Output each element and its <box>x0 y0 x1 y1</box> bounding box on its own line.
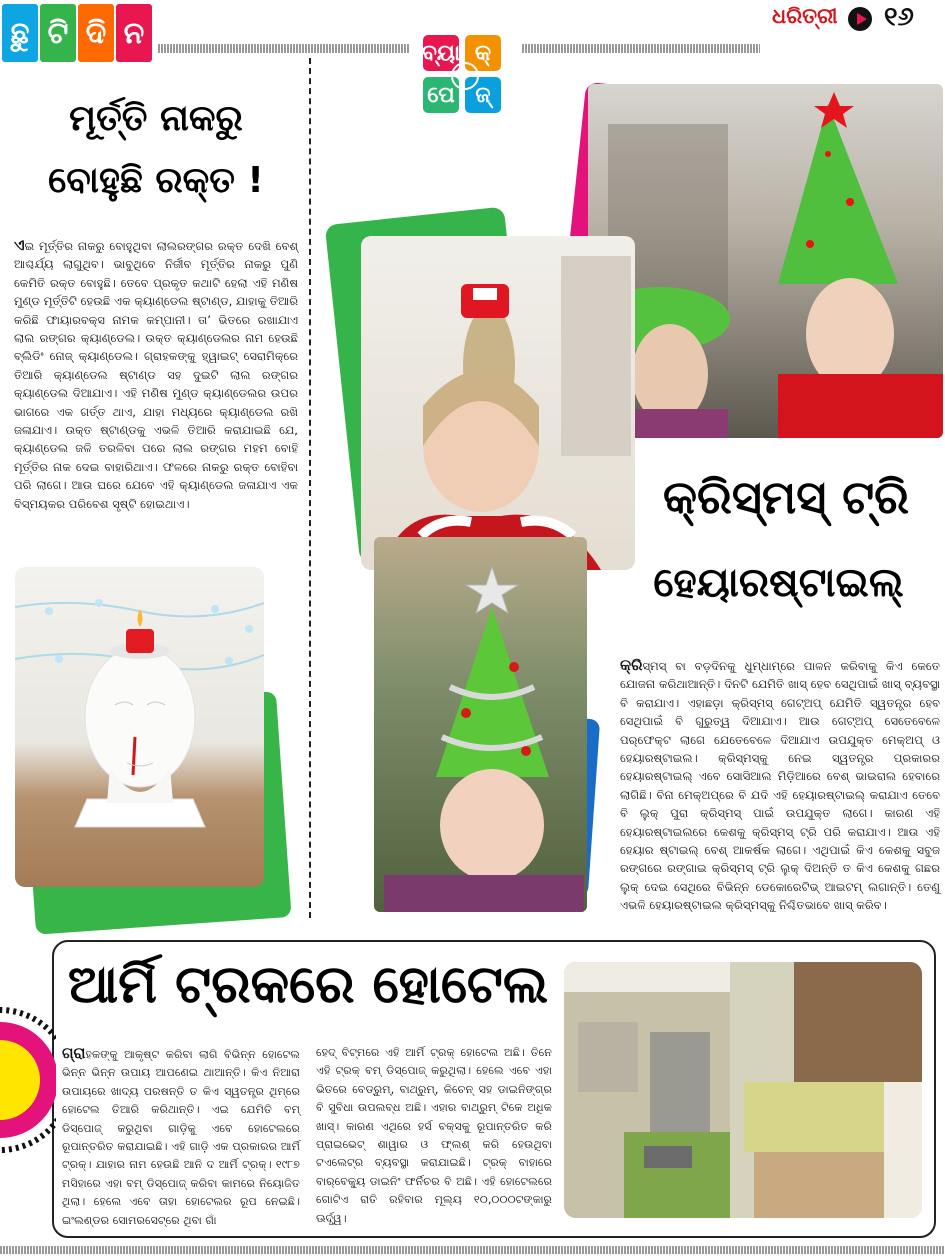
section-logo-letter-3: ଦି <box>78 4 114 62</box>
footer-rule <box>0 1246 945 1254</box>
story3-body-col2 <box>316 1044 552 1228</box>
play-icon <box>848 7 872 31</box>
story3-headline: ଆର୍ମି ଟ୍ରକରେ ହୋଟେଲ <box>67 955 549 1015</box>
masthead-rule-right <box>522 44 760 53</box>
girl-tree-illustration <box>374 537 587 912</box>
badge-letter-1: ବ୍ୟା <box>423 35 459 71</box>
girls-tree-illustration <box>588 84 943 438</box>
page-number: ୧୬ <box>884 2 914 32</box>
badge-letter-2: କ୍ <box>465 35 501 71</box>
badge-ring <box>451 62 479 90</box>
story1-headline-line1: ମୂର୍ତ୍ତି ନାକରୁ <box>69 98 243 139</box>
story1-body-text: ଇ ମୂର୍ତ୍ତିର ନାକରୁ ବୋହୁଥିବା ଲାଲରଙ୍ଗର ରକ୍ତ ଦେଖି ବେଶ୍ ଆଶ୍ଚର୍ଯ୍ୟ ଲାଗୁଥିବ। ଭାବୁଥିବେ ନିର୍ଜୀବ ମୂର୍ତ୍ତିର ନାକରୁ ପୁଣି କେମିତି ରକ୍ତ ବୋହୁଛି। ତେବେ ପ୍ରକୃତ କଥାଟି ହେଲା ଏହି ମଣିଷ ମୁଣ୍ଡ ମୂର୍ତ୍ତିଟି ହେଉଛି ଏକ କ୍ୟାଣ୍ଡେଲ ଷ୍ଟାଣ୍ଡ, ଯାହାକୁ ତିଆରି କରିଛି ଫାୟାରବକ୍ସ ନାମକ କମ୍ପାନୀ। ତା’ ଭିତରେ ରଖାଯାଏ ଲାଲ ରଙ୍ଗର କ୍ୟାଣ୍ଡେଲ। ଉକ୍ତ କ୍ୟାଣ୍ଡେଲର ନାମ ହେଉଛି ବ୍ଲିଡିଂ ନୋଜ୍ କ୍ୟାଣ୍ଡେଲ। ଗ୍ରାହକଙ୍କୁ ହ୍ୱାଇଟ୍ ସେରାମିକ୍‌ରେ ତିଆରି କ୍ୟାଣ୍ଡେଲ ଷ୍ଟାଣ୍ଡ ସହ ଦୁଇଟି ଲାଲ ରଙ୍ଗର କ୍ୟାଣ୍ଡେଲ ଦିଆଯାଏ। ଏହି ମଣିଷ ମୁଣ୍ଡ କ୍ୟାଣ୍ଡେଲର ଉପର ଭାଗରେ ଏକ ଗର୍ତ୍ତ ଥାଏ, ଯାହା ମଧ୍ୟରେ କ୍ୟାଣ୍ଡେଲ ରଖି ଜଳାଯାଏ। ଉକ୍ତ ଷ୍ଟାଣ୍ଡକୁ ଏଭଳି ତିଆରି କରାଯାଇଛି ଯେ, କ୍ୟାଣ୍ଡେଲ ଜଳି ତରଳିବା ପରେ ଲାଲ ରଙ୍ଗର ମହମ ବୋହି ମୂର୍ତ୍ତିର ନାକ ଦେଇ ବାହାରିଥାଏ। ଫଳରେ ନାକରୁ ରକ୍ତ ବୋହିବା ପରି ଲାଗେ। ଆଉ ଘରେ ଯେବେ ଏହି କ୍ୟାଣ୍ଡେଲ ଜଳାଯାଏ ଏକ ବିସ୍ମୟକର ପରିବେଶ ସୃଷ୍ଟି ହୋଇଥାଏ। <box>14 239 298 511</box>
story1-drop-cap: ଏ <box>14 236 25 254</box>
play-icon-glyph <box>848 7 872 31</box>
woman-grinch-illustration <box>361 236 635 570</box>
story3-drop-cap: ଗ୍ରା <box>62 1044 86 1062</box>
section-logo-letter-1: ଛୁ <box>2 4 38 62</box>
sunburst-graphic <box>0 1000 56 1160</box>
story3-body-col1 <box>62 1044 300 1230</box>
story2-headline-line2: ହେୟାରଷ୍ଟାଇଲ୍ <box>653 560 904 606</box>
photo-truck-interior <box>564 962 922 1218</box>
story1-body <box>14 236 298 513</box>
truck-interior-illustration <box>564 962 922 1218</box>
badge-letter-4: ଜ୍ <box>465 77 501 113</box>
section-logo-letter-2: ଟି <box>40 4 76 62</box>
photo-girls-tree-hair <box>588 84 943 438</box>
story2-headline-line1: କ୍ରିସ୍‌ମସ୍ ଟ୍ରି <box>662 470 909 524</box>
photo-woman-grinch-hair <box>361 236 635 570</box>
badge-letter-3: ପେ <box>423 77 459 113</box>
masthead-rule-left <box>158 44 410 53</box>
story2-drop-cap: କ୍ରି <box>620 656 643 674</box>
column-divider <box>309 58 311 918</box>
candle-bust-illustration <box>15 567 264 887</box>
sunburst-decoration <box>0 1000 56 1160</box>
story1-headline-line2: ବୋହୁଛି ରକ୍ତ ! <box>48 160 264 201</box>
candle-photo <box>15 567 264 887</box>
story2-body <box>620 656 940 915</box>
photo-girl-tree-hair <box>374 537 587 912</box>
paper-name: ଧରିତ୍ରୀ <box>772 4 838 28</box>
story3-col2-text: ହେଦ୍ ବିଟ୍‌ମରେ ଏହି ଆର୍ମି ଟ୍ରକ୍ ହୋଟେଲ ଅଛି। ତିନେ ଏହି ଟ୍ରକ୍ ବମ୍ ଡିସ୍ପୋଜ୍ କରୁଥିଲା। ହେଲେ ଏବେ ଏହା ଭିତରେ ବେଡ୍‌ରୁମ୍, ବାଥ୍‌ରୁମ୍, କିଚେନ୍ ସହ ଡାଇନିଙ୍ଗ୍‌ର ବି ସୁବିଧା ଉପଲବ୍ଧ ଅଛି। ଏହାର ବାଥ୍‌ରୁମ୍ ଟିକେ ଅଧିକ ଖାସ୍। କାରଣ ଏଥିରେ ହର୍ସ ବକ୍ସକୁ ରୂପାନ୍ତରିତ କରି ପ୍ରାଇଭେଟ୍ ଶାୱାର ଓ ଫ୍ଲଶ୍ କରି ହେଉଥିବା ଟଏଲେଟ୍‌ର ବ୍ୟବସ୍ଥା କରାଯାଇଛି। ଟ୍ରକ୍ ବାହାରେ ବାର୍‌ବେକ୍ୟୁ ଡାଇନିଂ ଫର୍ନିଚର ବି ଅଛି। ଏହି ହୋଟେଲରେ ଗୋଟିଏ ରାତି ରହିବାର ମୂଲ୍ୟ ୧୦,୦୦୦ଟଙ୍କାରୁ ଊର୍ଦ୍ଧ୍ୱ। <box>316 1046 552 1225</box>
story2-body-text: ସ୍‌ମସ୍ ବା ବଡ଼ଦିନକୁ ଧୁମ୍‌ଧାମ୍‌ରେ ପାଳନ କରିବାକୁ କିଏ କେତେ ଯୋଜନା କରିଥାଆନ୍ତି। ଦିନଟି ଯେମିତି ଖାସ୍ ହେବ ସେଥିପାଇଁ ଖାସ୍ ବ୍ୟବସ୍ଥା ବି କରାଯାଏ। ଏହାଛଡ଼ା କ୍ରିସ୍‌ମସ୍ ଗେଟ୍‌ଅପ୍ ଯେମିତି ସ୍ୱତନ୍ତ୍ର ହେବ ସେଥିପାଇଁ ବି ଗୁରୁତ୍ୱ ଦିଆଯାଏ। ଆଉ ଗେଟ୍‌ଅପ୍ ସେତେବେଳେ ପର୍‌ଫେକ୍ଟ ଲାଗେ ଯେତେବେଳେ ଦିଆଯାଏ ଉପଯୁକ୍ତ ମେକ୍‌ଅପ୍ ଓ ହେୟାରଷ୍ଟାଇଲ। କ୍ରିସ୍‌ମସ୍‌କୁ ନେଇ ସ୍ୱତନ୍ତ୍ର ପ୍ରକାରର ହେୟାରଷ୍ଟାଇଲ୍ ଏବେ ସୋସିଆଲ ମିଡ଼ିଆରେ ବେଶ୍ ଭାଇରାଲ ହେବାରେ ଲାଗିଛି। ବିନା ମେକ୍‌ଅପ୍‌ରେ ବି ଯଦି ଏହି ହେୟାରଷ୍ଟାଇଲ୍ କରାଯାଏ ତେବେ ବି ଲୁକ୍ ପୁରା କ୍ରିସ୍‌ମସ୍ ପାଇଁ ଉପଯୁକ୍ତ ଲାଗେ। କାରଣ ଏହି ହେୟାରଷ୍ଟାଇଲରେ କେଶକୁ କ୍ରିସ୍‌ମସ୍ ଟ୍ରି ପରି କରାଯାଏ। ଆଉ ଏହି ହେୟାର ଷ୍ଟାଇଲ୍ ବେଶ୍ ଆକର୍ଷକ ଲାଗେ। ଏଥିପାଇଁ କିଏ କେଶକୁ ସବୁଜ ରଙ୍ଗରେ ରଙ୍ଗାଇ କ୍ରିସ୍‌ମସ୍ ଟ୍ରି ଲୁକ୍ ଦିଅନ୍ତି ତ କିଏ କେଶକୁ ଗଛର ଲୁକ୍ ଦେଇ ସେଥିରେ ବିଭିନ୍ନ ଡେକୋରେଟିଭ୍ ଆଇଟମ୍ ଲଗାନ୍ତି। ତେଣୁ ଏଭଳି ହେୟାରଷ୍ଟାଇଲ କ୍ରିସ୍‌ମସ୍‌କୁ ନିଶ୍ଚିତଭାବେ ଖାସ୍ କରିବ। <box>620 659 940 913</box>
section-logo-letter-4: ନ <box>116 4 152 62</box>
story3-col1-text: ହକଙ୍କୁ ଆକୃଷ୍ଟ କରିବା ଲାଗି ବିଭିନ୍ନ ହୋଟେଲ ଭିନ୍ନ ଭିନ୍ନ ଉପାୟ ଆପଣେଇ ଥାଆନ୍ତି। କିଏ ନିଆରା ଉପାୟରେ ଖାଦ୍ୟ ପରଷନ୍ତି ତ କିଏ ସ୍ୱତନ୍ତ୍ର ଥିମ୍‌ରେ ହୋଟେଲ ତିଆରି କରିଥାନ୍ତି। ଏଇ ଯେମିତି ବମ୍ ଡିସ୍ପୋଜ୍ କରୁଥିବା ଗାଡ଼ିକୁ ଏବେ ହୋଟେଲରେ ରୂପାନ୍ତରିତ କରାଯାଇଛି। ଏହି ଗାଡ଼ି ଏକ ପ୍ରକାରର ଆର୍ମି ଟ୍ରକ୍। ଯାହାର ନାମ ହେଉଛି ଆନି ଦ ଆର୍ମି ଟ୍ରକ୍। ୧୯୮୭ ମସିହାରେ ଏହା ବମ୍ ଡିସ୍ପୋଜ୍ କରିବା କାମରେ ନିୟୋଜିତ ଥିଲା। ହେଲେ ଏବେ ତାହା ହୋଟେଲର ରୂପ ନେଇଛି। ଇଂଲଣ୍ଡର ସୋମରସେଟ୍‌ରେ ଥିବା ଗାଁ <box>62 1048 300 1227</box>
